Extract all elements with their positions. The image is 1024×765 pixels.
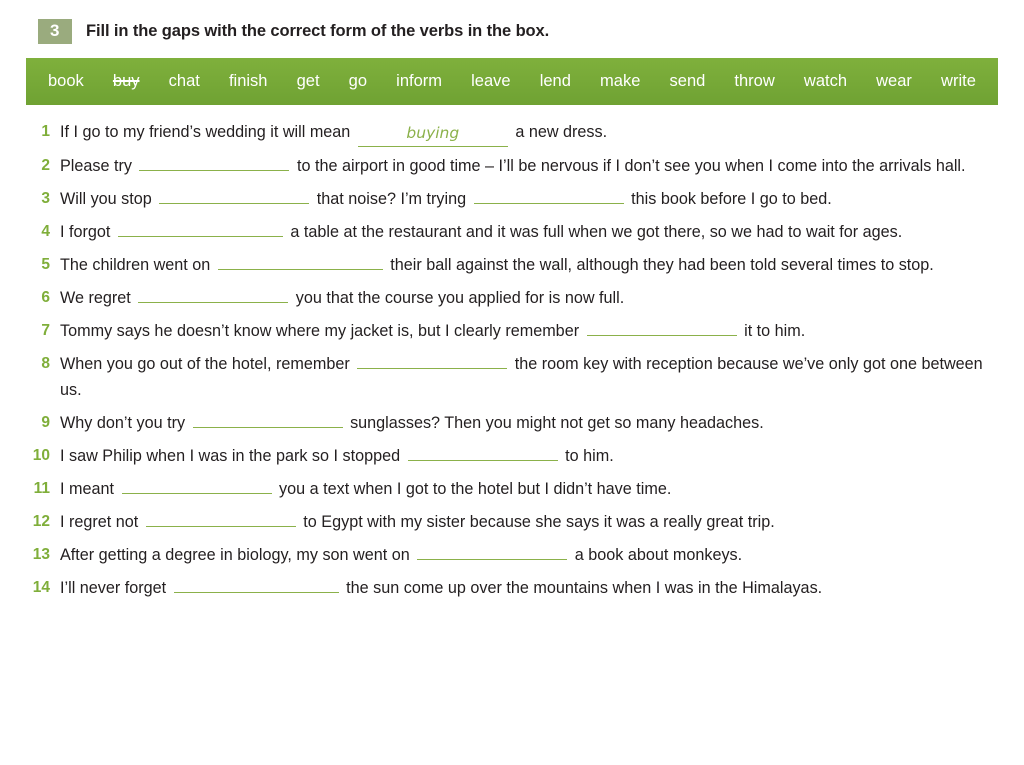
- list-item: [26, 351, 998, 403]
- list-item: [26, 542, 998, 568]
- word-bank-item[interactable]: wear: [876, 72, 912, 90]
- answer-blank[interactable]: [159, 203, 309, 204]
- word-bank: [26, 58, 998, 105]
- word-bank-item[interactable]: send: [669, 72, 706, 90]
- item-text: [60, 186, 832, 212]
- item-number: 13: [32, 546, 50, 563]
- list-item: [26, 509, 998, 535]
- item-text-after: it to him.: [744, 322, 806, 340]
- exercise-header: [26, 14, 998, 48]
- item-text: [60, 252, 934, 278]
- item-text: [60, 542, 742, 568]
- item-text-after: a book about monkeys.: [574, 546, 743, 564]
- list-item: [26, 410, 998, 436]
- item-text-before: Why don’t you try: [60, 414, 186, 432]
- item-number: 7: [41, 322, 50, 339]
- answer-input[interactable]: buying: [358, 120, 508, 147]
- item-number: 1: [41, 123, 50, 140]
- word-bank-item[interactable]: book: [48, 72, 84, 90]
- word-bank-item[interactable]: chat: [168, 72, 200, 90]
- item-text-after: this book before I go to bed.: [631, 190, 832, 208]
- word-bank-item[interactable]: throw: [734, 72, 775, 90]
- item-text-after: a new dress.: [515, 123, 608, 141]
- item-text: [60, 476, 671, 502]
- item-number: 4: [41, 223, 50, 240]
- list-item: [26, 153, 998, 179]
- item-text: [60, 575, 822, 601]
- word-bank-item[interactable]: watch: [803, 72, 848, 90]
- item-text: [60, 318, 805, 344]
- word-bank-item[interactable]: get: [296, 72, 320, 90]
- item-text-before: The children went on: [60, 256, 211, 274]
- list-item: [26, 119, 998, 146]
- item-text-before: I saw Philip when I was in the park so I stopped: [60, 447, 401, 465]
- answer-blank[interactable]: [357, 368, 507, 369]
- answer-blank[interactable]: [587, 335, 737, 336]
- item-number: 2: [41, 157, 50, 174]
- item-text: [60, 443, 614, 469]
- word-bank-item[interactable]: lend: [539, 72, 571, 90]
- item-number: 5: [41, 256, 50, 273]
- item-text-after: you a text when I got to the hotel but I didn’t have time.: [279, 480, 672, 498]
- item-text-before: I regret not: [60, 513, 139, 531]
- word-bank-item[interactable]: make: [600, 72, 641, 90]
- list-item: [26, 285, 998, 311]
- word-bank-list: [46, 72, 978, 91]
- item-text: [60, 351, 998, 403]
- item-text-before: I forgot: [60, 223, 111, 241]
- answer-blank[interactable]: [193, 427, 343, 428]
- word-bank-item[interactable]: write: [941, 72, 976, 90]
- item-number: 11: [33, 480, 50, 497]
- item-text-after: the room key with reception because we’ve only got one between us.: [60, 355, 983, 399]
- item-text-after: to Egypt with my sister because she says it was a really great trip.: [303, 513, 775, 531]
- item-text-after: the sun come up over the mountains when I was in the Himalayas.: [346, 579, 823, 597]
- list-item: [26, 443, 998, 469]
- item-text-after: you that the course you applied for is now full.: [295, 289, 625, 307]
- item-text-before: I meant: [60, 480, 114, 498]
- item-number: 3: [41, 190, 50, 207]
- item-text-before: I’ll never forget: [60, 579, 167, 597]
- item-text: [60, 119, 607, 146]
- word-bank-item[interactable]: inform: [396, 72, 442, 90]
- item-text: [60, 153, 966, 179]
- list-item: [26, 219, 998, 245]
- item-number: 6: [41, 289, 50, 306]
- item-text: [60, 410, 764, 436]
- item-text-after: their ball against the wall, although they had been told several times to stop.: [390, 256, 934, 274]
- word-bank-item[interactable]: buy: [112, 72, 140, 90]
- item-text-before: Will you stop: [60, 190, 152, 208]
- exercise-instruction: Fill in the gaps with the correct form of the verbs in the box.: [86, 21, 550, 40]
- answer-blank[interactable]: [118, 236, 283, 237]
- word-bank-item[interactable]: go: [348, 72, 368, 90]
- item-text-after: sunglasses? Then you might not get so many headaches.: [350, 414, 764, 432]
- item-number: 10: [32, 447, 50, 464]
- item-text-before: Please try: [60, 157, 132, 175]
- item-number: 14: [32, 579, 50, 596]
- item-text-after: to the airport in good time – I’ll be nervous if I don’t see you when I come into the arrivals hall.: [296, 157, 966, 175]
- word-bank-item[interactable]: finish: [228, 72, 268, 90]
- answer-blank[interactable]: [408, 460, 558, 461]
- answer-blank[interactable]: [218, 269, 383, 270]
- item-text-before: If I go to my friend’s wedding it will mean: [60, 123, 351, 141]
- list-item: [26, 575, 998, 601]
- answer-blank[interactable]: [174, 592, 339, 593]
- item-number: 8: [41, 355, 50, 372]
- item-text-after: a table at the restaurant and it was full when we got there, so we had to wait for ages.: [290, 223, 903, 241]
- item-text-after: to him.: [565, 447, 614, 465]
- answer-blank[interactable]: [417, 559, 567, 560]
- answer-blank[interactable]: [138, 302, 288, 303]
- list-item: [26, 186, 998, 212]
- list-item: [26, 252, 998, 278]
- answer-blank[interactable]: [122, 493, 272, 494]
- answer-blank[interactable]: [474, 203, 624, 204]
- item-text-before: Tommy says he doesn’t know where my jacket is, but I clearly remember: [60, 322, 580, 340]
- item-number: 9: [41, 414, 50, 431]
- item-text-before: After getting a degree in biology, my son went on: [60, 546, 410, 564]
- exercise-number-badge: 3: [38, 19, 72, 44]
- item-text: [60, 219, 902, 245]
- answer-blank[interactable]: [146, 526, 296, 527]
- list-item: [26, 318, 998, 344]
- list-item: [26, 476, 998, 502]
- item-number: 12: [32, 513, 50, 530]
- item-text-before: We regret: [60, 289, 131, 307]
- item-text: [60, 285, 624, 311]
- answer-blank[interactable]: [139, 170, 289, 171]
- exercise-items: [26, 119, 998, 601]
- item-text-mid: that noise? I’m trying: [316, 190, 467, 208]
- word-bank-item[interactable]: leave: [471, 72, 511, 90]
- item-text: [60, 509, 775, 535]
- item-text-before: When you go out of the hotel, remember: [60, 355, 350, 373]
